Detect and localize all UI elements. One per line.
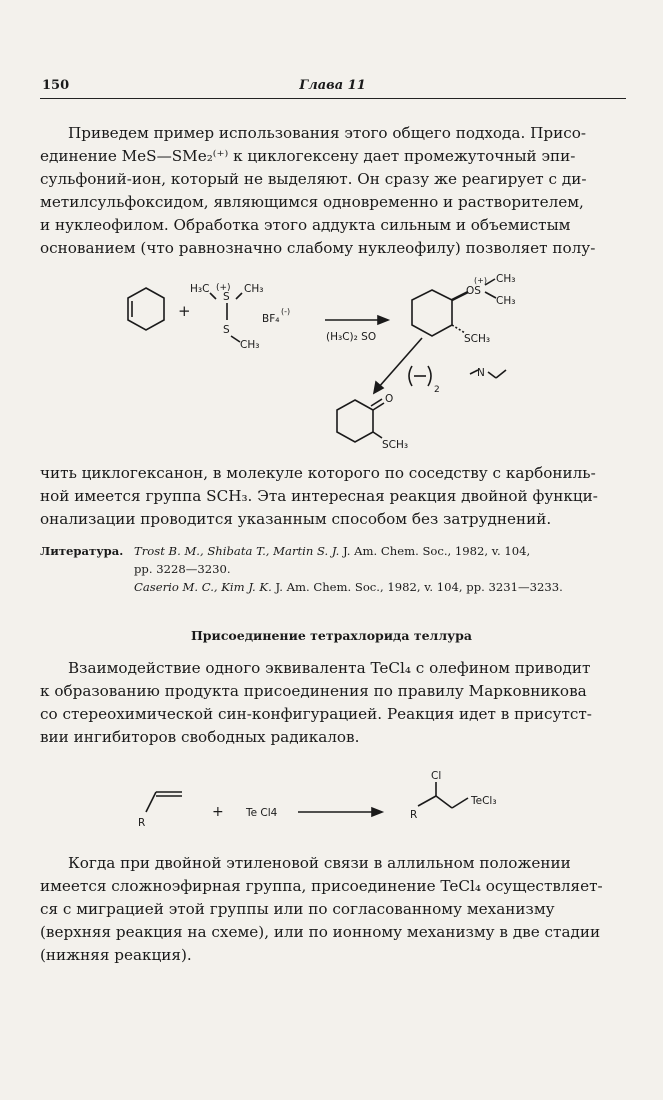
product-os: OS <box>466 285 481 297</box>
product-sch3: SCH₃ <box>464 333 491 345</box>
literature-label: Литература. <box>40 544 124 558</box>
ref2-authors: Caserio M. C., Kim J. K. <box>134 580 272 594</box>
text-line: со стереохимической син-конфигурацией. Реакция идет в присутст- <box>40 705 592 723</box>
base-subscript: 2 <box>434 385 440 395</box>
page-number: 150 <box>42 78 70 93</box>
text-line: метилсульфоксидом, являющимся одновременно и растворителем, <box>40 193 584 211</box>
reagent-s: S <box>223 324 230 336</box>
product-ch3-b: CH₃ <box>496 295 516 307</box>
reference-2 <box>134 578 563 596</box>
text-line: сульфоний-ион, который не выделяют. Он сразу же реагирует с ди- <box>40 170 587 188</box>
reference-1 <box>134 542 530 560</box>
text-line: Приведем пример использования этого общего подхода. Присо- <box>68 124 586 142</box>
page-header <box>40 78 625 98</box>
ref1-authors: Trost B. M., Shibata T., Martin S. J. <box>134 544 340 558</box>
product-ch3-a: CH₃ <box>496 273 516 285</box>
cyclohexene-ring <box>128 288 164 330</box>
product-tecl3: TeCl₃ <box>471 795 497 807</box>
alkene-r: R <box>138 817 146 829</box>
text-line: Когда при двойной этиленовой связи в аллильном положении <box>68 854 571 872</box>
ketone-oxygen: O <box>385 393 394 405</box>
ref1-source: J. Am. Chem. Soc., 1982, v. 104, <box>339 544 531 558</box>
text-line: чить циклогексанон, в молекуле которого по соседству с карбониль- <box>40 464 596 482</box>
text-line: (нижняя реакция). <box>40 946 192 964</box>
text-line: к образованию продукта присоединения по правилу Марковникова <box>40 682 587 700</box>
tecl4-reagent: Te Cl4 <box>246 807 278 819</box>
text-line: вии ингибиторов свободных радикалов. <box>40 728 360 746</box>
text-line: онализации проводится указанным способом без затруднений. <box>40 510 552 528</box>
text-line: ной имеется группа SCH₃. Эта интересная реакция двойной функци- <box>40 487 598 505</box>
base-n-atom: N <box>477 367 485 379</box>
text-line: Взаимодействие одного эквивалента TeCl₄ с олефином приводит <box>68 659 591 677</box>
header-rule <box>40 98 626 99</box>
reaction-scheme-2 <box>130 768 530 838</box>
product-charge: (+) <box>474 276 487 285</box>
text-line: единение MeS—SMe₂⁽⁺⁾ к циклогексену дает промежуточный эпи- <box>40 147 576 165</box>
product-r: R <box>410 809 418 821</box>
paragraph-2 <box>40 462 626 531</box>
text-line: имеется сложноэфирная группа, присоединение TeCl₄ осуществляет- <box>40 877 603 895</box>
text-line: (верхняя реакция на схеме), или по ионному механизму в две стадии <box>40 923 601 941</box>
ref2-source: J. Am. Chem. Soc., 1982, v. 104, pp. 3231—3233. <box>271 580 563 594</box>
reagent-s-plus: S <box>223 291 230 303</box>
reagent-charge: (+) <box>216 283 231 293</box>
text-line: и нуклеофилом. Обработка этого аддукта сильным и объемистым <box>40 216 571 234</box>
product-ring <box>412 290 452 336</box>
ketone-ring <box>337 400 373 442</box>
reagent-ch3-bottom: CH₃ <box>240 339 260 351</box>
plus-sign: + <box>212 804 224 820</box>
chapter-title: Глава 11 <box>299 78 366 93</box>
text-line: основанием (что равнозначно слабому нуклеофилу) позволяет полу- <box>40 239 596 257</box>
text-line: ся с миграцией этой группы или по согласованному механизму <box>40 900 555 918</box>
solvent-label: (H₃C)₂ SO <box>326 331 377 343</box>
paragraph-3 <box>40 657 626 749</box>
reagent-h3c: H₃C <box>190 283 210 295</box>
reaction-scheme-1 <box>110 270 540 460</box>
ketone-sch3: SCH₃ <box>382 439 409 451</box>
product-cl: Cl <box>431 770 442 782</box>
counterion: BF₄ <box>262 313 280 325</box>
paragraph-4 <box>40 852 626 967</box>
reagent-ch3-right: CH₃ <box>244 283 264 295</box>
counterion-charge: (-) <box>281 307 291 316</box>
elimination-arrow <box>378 338 422 388</box>
section-heading: Присоединение тетрахлорида теллура <box>191 628 472 643</box>
ref1-pages: pp. 3228—3230. <box>134 562 231 576</box>
plus-sign: + <box>178 302 191 320</box>
paragraph-1 <box>40 122 626 260</box>
